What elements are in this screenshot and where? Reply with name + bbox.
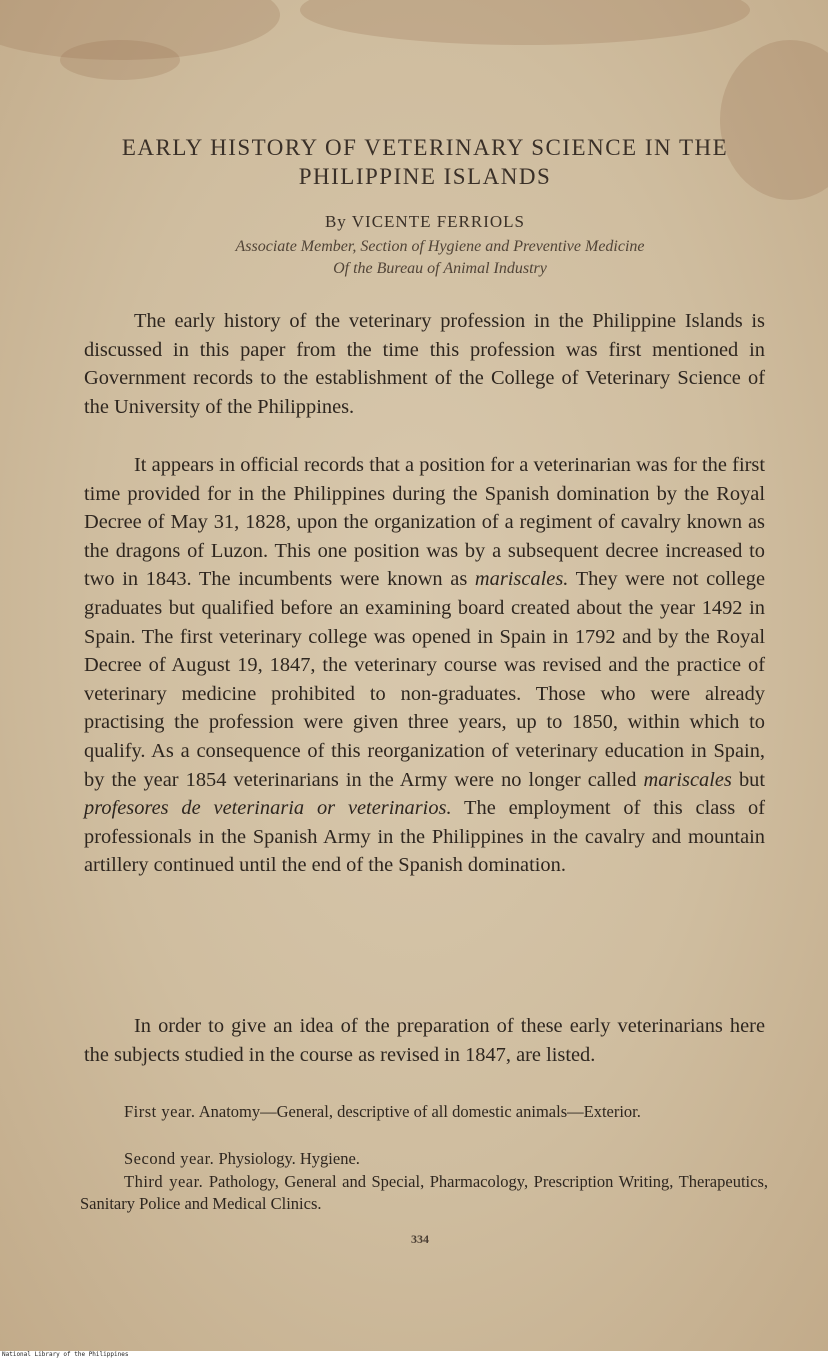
article-title-line-2: PHILIPPINE ISLANDS: [298, 164, 552, 189]
term-mariscales-2: mariscales: [643, 768, 732, 791]
paragraph-history-text: [84, 451, 765, 880]
curriculum-second-year: [80, 1148, 768, 1170]
history-text-part-b: They were not college graduates but qualified before an examining board created about the year 1492 in Spain. The first veterinary college was opened in Spain in 1792 and by the Royal Decree of August 19, 1847, the veterinary course was revised and the practice of veterinary medicine prohibited to non-graduates. Those who were already practising the profession were given three years, up to 1850, within which to qualify. As a consequence of this reorganization of veterinary education in Spain, by the year 1854 veterinarians in the Army were no longer called: [84, 568, 765, 791]
term-profesores: profesores de veterinaria or veterinarios.: [84, 797, 452, 820]
curriculum-first-year: [80, 1101, 768, 1123]
curriculum-subjects: Pathology, General and Special, Pharmacology, Prescription Writing, Therapeutics, Sanitary Police and Medical Clinics.: [80, 1172, 768, 1213]
term-mariscales: mariscales.: [474, 568, 569, 591]
author-affiliation-line-1: Associate Member, Section of Hygiene and Preventive Medicine: [235, 238, 645, 255]
history-text-part-a: It appears in official records that a position for a veterinarian was for the first time provided for in the Philippines during the Spanish domination by the Royal Decree of May 31, 1828, upon the organization of a regiment of cavalry known as the dragons of Luzon. This one position was by a subsequent decree increased to two in 1843. The incumbents were known as: [84, 454, 765, 591]
paragraph-curriculum-intro-text: In order to give an idea of the preparation of these early veterinarians here the subjects studied in the course as revised in 1847, are listed.: [84, 1015, 765, 1066]
curriculum-year-label: First year.: [124, 1102, 196, 1121]
curriculum-year-label: Second year.: [124, 1149, 215, 1168]
library-credit: National Library of the Philippines: [0, 1351, 828, 1358]
curriculum-subjects: Anatomy—General, descriptive of all domestic animals—Exterior.: [198, 1102, 641, 1121]
history-text-part-c: but: [731, 768, 766, 791]
author-affiliation-line-2: Of the Bureau of Animal Industry: [333, 260, 547, 277]
history-text-part-d: The employment of this class of professionals in the Spanish Army in the Philippines in the cavalry and mountain artillery continued until the end of the Spanish domination.: [84, 797, 765, 877]
paragraph-curriculum-intro: [84, 1012, 765, 1069]
article-title-line-1: EARLY HISTORY OF VETERINARY SCIENCE IN THE: [121, 135, 729, 160]
curriculum-year-label: Third year.: [124, 1172, 204, 1191]
curriculum-subjects: Physiology. Hygiene.: [218, 1149, 360, 1168]
curriculum-third-year: [80, 1171, 768, 1215]
paragraph-intro-text: The early history of the veterinary profession in the Philippine Islands is discussed in this paper from the time this profession was first mentioned in Government records to the establishment of the College of Veterinary Science of the University of the Philippines.: [84, 310, 765, 418]
page-number: 334: [411, 1232, 429, 1246]
paragraph-intro: [84, 307, 765, 421]
author-byline: By VICENTE FERRIOLS: [324, 212, 526, 231]
paragraph-history: [84, 451, 765, 880]
